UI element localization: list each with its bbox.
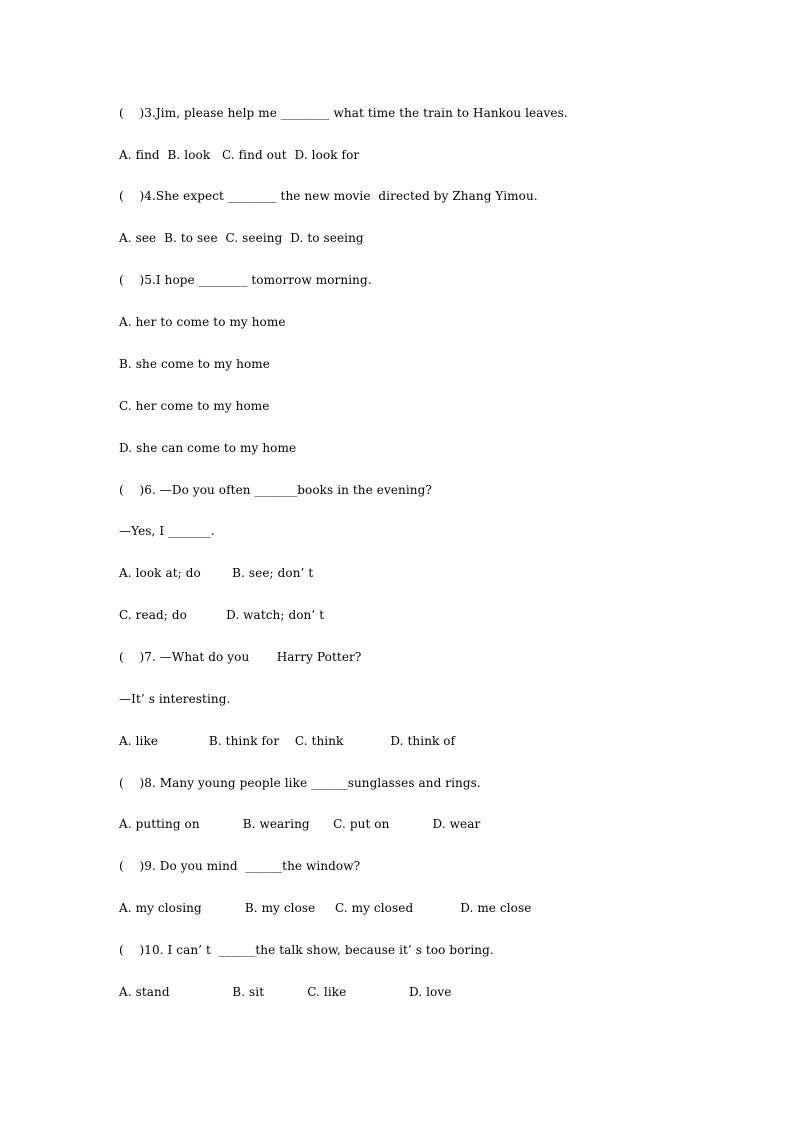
question-4: ( )4.She expect ________ the new movie directed by Zhang Yimou. <box>119 189 538 203</box>
question-6-options-ab: A. look at; do B. see; don’ t <box>119 566 314 580</box>
question-3-options: A. find B. look C. find out D. look for <box>119 148 360 162</box>
question-3: ( )3.Jim, please help me ________ what time the train to Hankou leaves. <box>119 106 568 120</box>
question-10: ( )10. I can’ t ______the talk show, because it’ s too boring. <box>119 943 494 957</box>
question-6: ( )6. —Do you often _______books in the evening? <box>119 483 432 497</box>
question-5: ( )5.I hope ________ tomorrow morning. <box>119 273 372 287</box>
question-5-option-b: B. she come to my home <box>119 357 270 371</box>
question-8: ( )8. Many young people like ______sunglasses and rings. <box>119 776 481 790</box>
question-5-option-a: A. her to come to my home <box>119 315 286 329</box>
question-6-reply: —Yes, I _______. <box>119 524 215 538</box>
question-7-options: A. like B. think for C. think D. think of <box>119 734 456 748</box>
question-4-options: A. see B. to see C. seeing D. to seeing <box>119 231 364 245</box>
question-6-options-cd: C. read; do D. watch; don’ t <box>119 608 325 622</box>
question-5-option-d: D. she can come to my home <box>119 441 297 455</box>
question-7: ( )7. —What do you Harry Potter? <box>119 650 362 664</box>
question-8-options: A. putting on B. wearing C. put on D. wear <box>119 817 481 831</box>
question-7-reply: —It’ s interesting. <box>119 692 231 706</box>
question-9: ( )9. Do you mind ______the window? <box>119 859 361 873</box>
question-9-options: A. my closing B. my close C. my closed D. me close <box>119 901 532 915</box>
question-5-option-c: C. her come to my home <box>119 399 270 413</box>
question-10-options: A. stand B. sit C. like D. love <box>119 985 452 999</box>
